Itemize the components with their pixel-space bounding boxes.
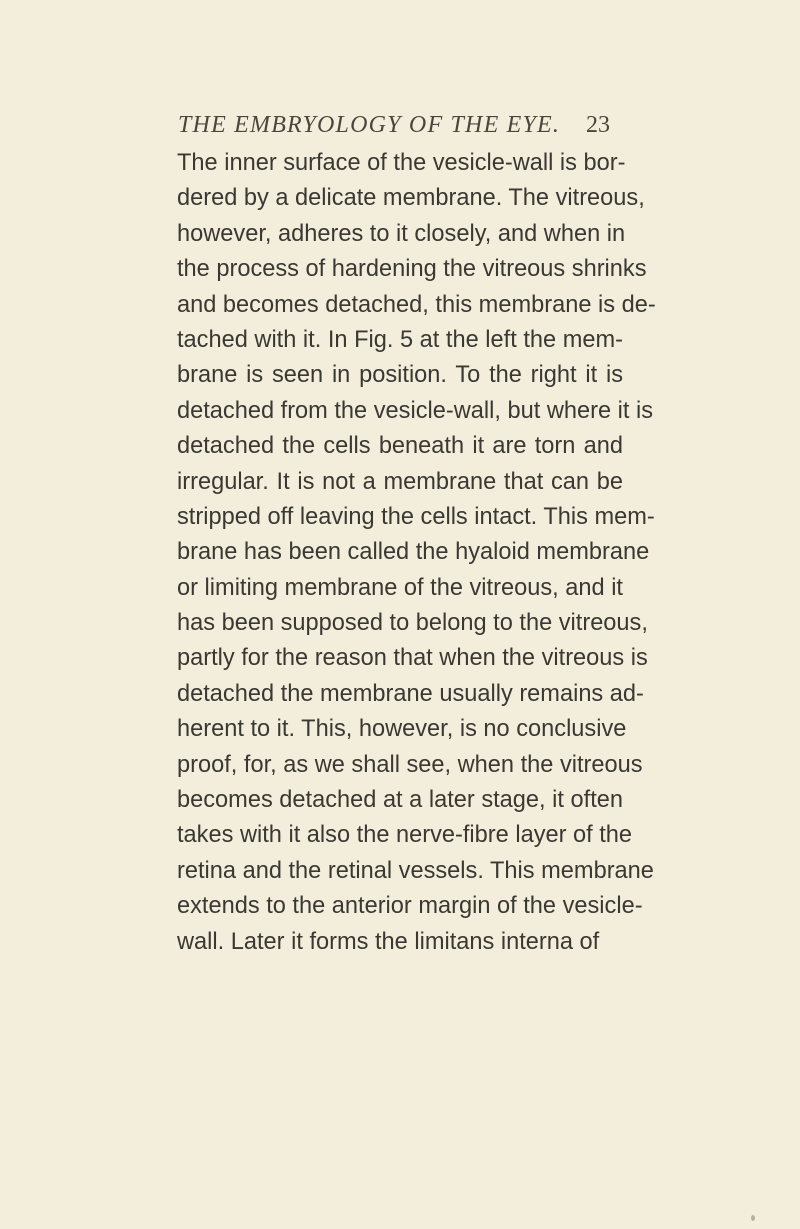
text-line: retina and the retinal vessels. This membrane	[177, 857, 654, 884]
text-line: extends to the anterior margin of the vesicle-	[177, 893, 643, 920]
text-line: tached with it. In Fig. 5 at the left the mem-	[177, 326, 623, 353]
text-line: proof, for, as we shall see, when the vitreous	[177, 751, 643, 778]
text-line: and becomes detached, this membrane is de-	[177, 291, 656, 318]
text-line: detached the cells beneath it are torn and	[177, 433, 623, 460]
body-paragraph	[177, 146, 656, 960]
text-line: stripped off leaving the cells intact. This mem-	[177, 503, 655, 530]
text-line: or limiting membrane of the vitreous, and it	[177, 574, 623, 601]
text-line: The inner surface of the vesicle-wall is bor-	[177, 150, 626, 176]
text-line: partly for the reason that when the vitreous is	[177, 645, 648, 672]
text-line: the process of hardening the vitreous shrinks	[177, 256, 647, 283]
text-line: brane has been called the hyaloid membrane	[177, 539, 650, 566]
text-line: takes with it also the nerve-fibre layer of the	[177, 822, 633, 849]
text-line: herent to it. This, however, is no conclusive	[177, 716, 627, 743]
page-number: 23	[586, 112, 610, 138]
paper-speck	[751, 1215, 755, 1221]
running-head	[178, 112, 610, 146]
text-line: wall. Later it forms the limitans interna of	[177, 928, 600, 955]
text-line: becomes detached at a later stage, it often	[177, 787, 623, 814]
text-line: has been supposed to belong to the vitreous,	[177, 610, 648, 637]
text-line: detached the membrane usually remains ad-	[177, 680, 644, 707]
running-title: THE EMBRYOLOGY OF THE EYE.	[178, 112, 561, 138]
text-line: irregular. It is not a membrane that can be	[177, 468, 623, 495]
text-line: dered by a delicate membrane. The vitreous,	[177, 185, 645, 212]
text-line: however, adheres to it closely, and when in	[177, 220, 626, 247]
text-line: detached from the vesicle-wall, but where it is	[177, 397, 654, 424]
text-line: brane is seen in position. To the right it is	[177, 362, 623, 389]
